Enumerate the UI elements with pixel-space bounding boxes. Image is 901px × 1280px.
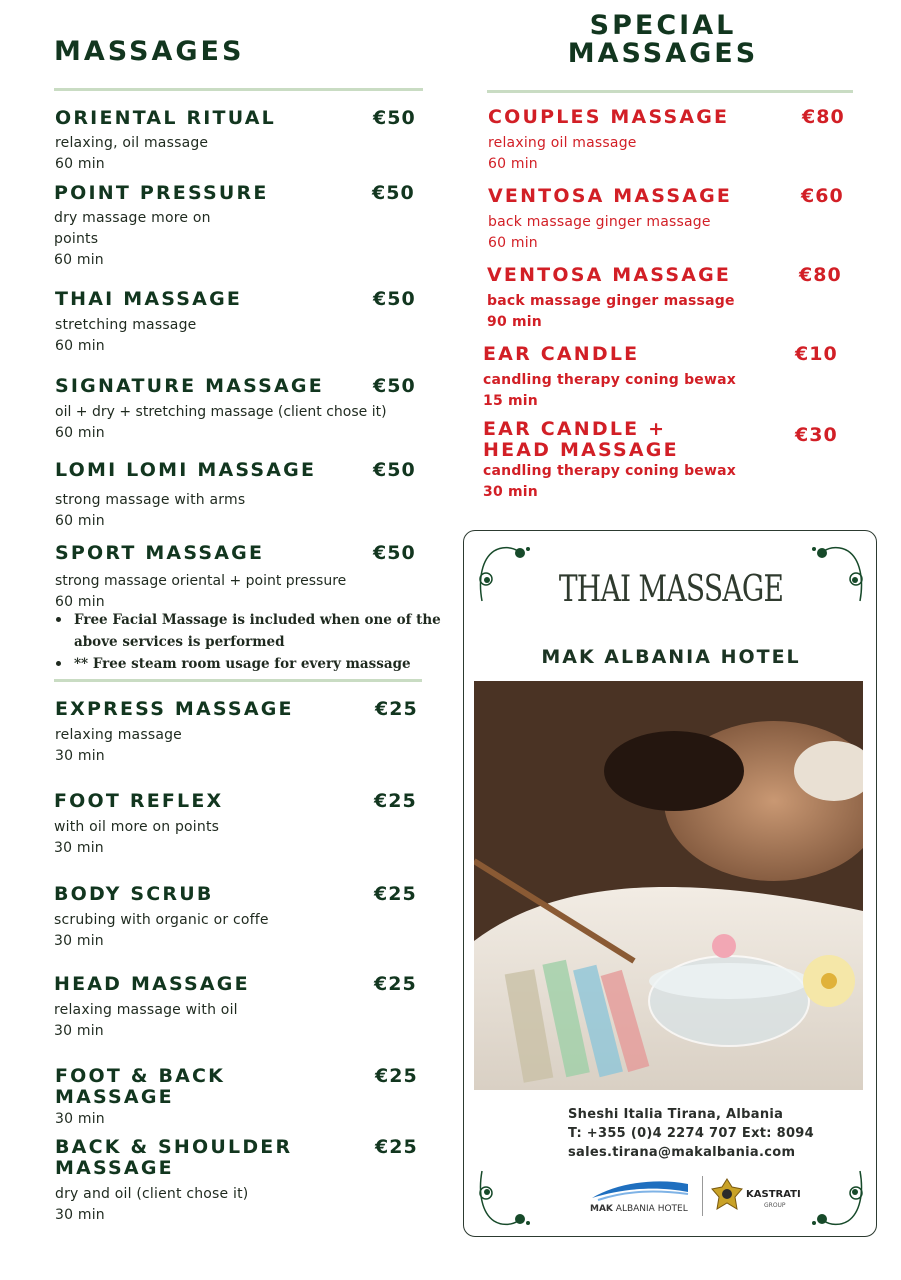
item-name: ORIENTAL RITUAL — [55, 107, 276, 129]
mak-albania-logo — [588, 1178, 693, 1218]
item-price: €30 — [795, 424, 838, 446]
item-duration: 60 min — [488, 156, 538, 172]
item-desc: back massage ginger massage — [487, 293, 735, 309]
item-duration: 30 min — [55, 1207, 105, 1223]
item-duration: 60 min — [488, 235, 538, 251]
item-name: FOOT & BACK — [55, 1065, 226, 1087]
item-price: €10 — [795, 343, 838, 365]
item-name: BODY SCRUB — [54, 883, 214, 905]
item-name: VENTOSA MASSAGE — [487, 264, 732, 286]
item-duration: 30 min — [55, 748, 105, 764]
special-massages-title — [513, 12, 813, 68]
item-desc: strong massage with arms — [55, 492, 246, 508]
note-item — [54, 609, 454, 653]
divider — [54, 88, 423, 91]
mak-logo-swoosh-icon — [588, 1178, 693, 1202]
logo-text: GROUP — [764, 1202, 786, 1209]
item-desc: relaxing oil massage — [488, 135, 637, 151]
item-duration: 30 min — [54, 933, 104, 949]
item-price: €50 — [373, 375, 416, 397]
promo-card — [463, 530, 877, 1237]
item-name-line2: MASSAGE — [55, 1086, 174, 1108]
item-desc: dry massage more on — [54, 210, 211, 226]
divider — [54, 679, 422, 682]
item-name: EAR CANDLE + — [483, 418, 667, 440]
item-duration: 60 min — [55, 425, 105, 441]
item-duration: 30 min — [483, 484, 538, 500]
item-desc: dry and oil (client chose it) — [55, 1186, 249, 1202]
item-name: HEAD MASSAGE — [54, 973, 250, 995]
bullet-icon — [56, 617, 61, 622]
item-name: EAR CANDLE — [483, 343, 640, 365]
item-price: €50 — [373, 542, 416, 564]
item-price: €50 — [373, 288, 416, 310]
logo-text: MAK — [590, 1204, 613, 1214]
card-title: THAI MASSAGE — [558, 569, 784, 610]
logo-divider — [702, 1176, 703, 1216]
item-desc: relaxing, oil massage — [55, 135, 209, 151]
item-name: SIGNATURE MASSAGE — [55, 375, 324, 397]
massages-title: MASSAGES — [54, 36, 245, 67]
item-duration: 60 min — [54, 252, 104, 268]
item-duration: 60 min — [55, 594, 105, 610]
item-price: €50 — [372, 182, 415, 204]
item-name-line2: MASSAGE — [55, 1157, 174, 1179]
item-name: LOMI LOMI MASSAGE — [55, 459, 317, 481]
divider — [487, 90, 853, 93]
item-name: POINT PRESSURE — [54, 182, 269, 204]
item-price: €60 — [801, 185, 844, 207]
bullet-icon — [56, 661, 61, 666]
item-desc: with oil more on points — [54, 819, 220, 835]
item-name: FOOT REFLEX — [54, 790, 224, 812]
item-duration: 30 min — [54, 1023, 104, 1039]
item-desc: oil + dry + stretching massage (client chose it) — [55, 404, 387, 420]
item-name: BACK & SHOULDER — [55, 1136, 293, 1158]
item-price: €25 — [375, 1065, 418, 1087]
item-price: €25 — [374, 790, 417, 812]
item-duration: 90 min — [487, 314, 542, 330]
logo-text: ALBANIA HOTEL — [615, 1204, 688, 1214]
note-text: Free Facial Massage is included when one of the above services is performed — [74, 612, 441, 650]
item-desc: relaxing massage with oil — [54, 1002, 238, 1018]
hotel-email[interactable]: sales.tirana@makalbania.com — [568, 1145, 796, 1160]
item-desc: back massage ginger massage — [488, 214, 711, 230]
logo-text: KASTRATI — [746, 1189, 801, 1200]
card-subtitle: MAK ALBANIA HOTEL — [541, 646, 801, 668]
item-desc: stretching massage — [55, 317, 197, 333]
item-duration: 15 min — [483, 393, 538, 409]
item-price: €25 — [375, 1136, 418, 1158]
note-item — [54, 653, 454, 675]
hotel-phone: T: +355 (0)4 2274 707 Ext: 8094 — [568, 1126, 814, 1141]
item-duration: 30 min — [54, 840, 104, 856]
item-price: €50 — [373, 459, 416, 481]
item-price: €25 — [374, 973, 417, 995]
item-name: COUPLES MASSAGE — [488, 106, 730, 128]
item-desc: candling therapy coning bewax — [483, 463, 736, 479]
kastrati-logo-icon — [710, 1177, 744, 1213]
item-desc: points — [54, 231, 99, 247]
item-name-line2: HEAD MASSAGE — [483, 439, 679, 461]
item-name: THAI MASSAGE — [55, 288, 243, 310]
notes-list — [54, 609, 454, 675]
ornament-corner-icon — [474, 1163, 534, 1233]
item-name: VENTOSA MASSAGE — [488, 185, 733, 207]
kastrati-logo — [710, 1175, 810, 1219]
hotel-address: Sheshi Italia Tirana, Albania — [568, 1107, 784, 1122]
item-desc: relaxing massage — [55, 727, 182, 743]
title-line: SPECIAL — [589, 10, 737, 41]
item-name: SPORT MASSAGE — [55, 542, 265, 564]
item-duration: 30 min — [55, 1111, 105, 1127]
item-name: EXPRESS MASSAGE — [55, 698, 294, 720]
item-desc: scrubing with organic or coffe — [54, 912, 269, 928]
title-line: MASSAGES — [567, 38, 759, 69]
item-price: €25 — [374, 883, 417, 905]
item-price: €50 — [373, 107, 416, 129]
note-text: ** Free steam room usage for every massage — [74, 656, 411, 672]
massage-photo — [474, 681, 863, 1090]
item-price: €80 — [802, 106, 845, 128]
item-price: €80 — [799, 264, 842, 286]
ornament-corner-icon — [808, 1163, 868, 1233]
item-desc: candling therapy coning bewax — [483, 372, 736, 388]
item-price: €25 — [375, 698, 418, 720]
item-duration: 60 min — [55, 513, 105, 529]
item-duration: 60 min — [55, 338, 105, 354]
item-desc: strong massage oriental + point pressure — [55, 573, 347, 589]
item-duration: 60 min — [55, 156, 105, 172]
